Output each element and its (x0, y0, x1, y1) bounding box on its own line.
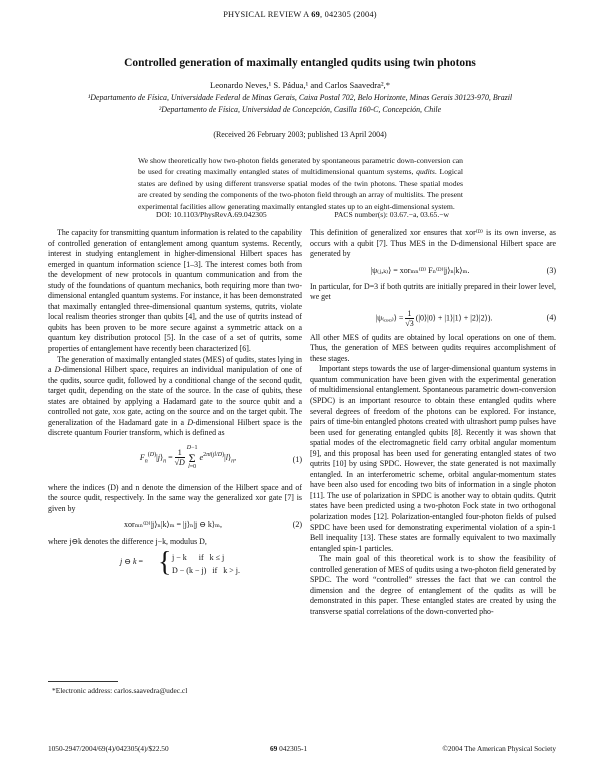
article-number: , 042305 (2004) (320, 10, 377, 19)
footer-issn: 1050-2947/2004/69(4)/042305(4)/$22.50 (48, 744, 169, 753)
affiliation-1: ¹Departamento de Física, Universidade Federal de Minas Gerais, Caixa Postal 702, Belo Horizonte, Minas Gerais 30123-970, Brazil (87, 93, 513, 102)
doi: DOI: 10.1103/PhysRevA.69.042305 (156, 210, 267, 219)
left-after-eq2: where j⊖k denotes the difference j−k, modulus D, (48, 536, 207, 546)
right-column (310, 228, 556, 618)
abstract-qudits: qudits (416, 167, 435, 177)
equation-1: $F_n^{(D)}|j⟩_n$ = $\frac{1}{√D}$ D−1 Σ l=0 $e^{2\pi i(jl/D)}|l⟩_n$, (1) (139, 444, 302, 470)
right-paragraph-4: Important steps towards the use of larger-dimensional quantum systems in quantum communication have been given with the experimental generation of multidimensional entanglement. Spontaneous parametric down-conversion (SPDC) is an important resource to obtain these entangled qudits where several degrees of freedom of the photons can be explored. For instance, pairs of time-bin entangled photons created with ultrashort pump pulses have been used for generating entangled qubits [8]. Recently it was shown that spatial modes of the electromagnetic field carry orbital angular momentum [9], and this proposal has been used for generating entangled states of two qutrits [10] by using SPDC. However, the state generated is not maximally entangled. In an interferometric scheme, orbital angular-momentum states have been also used for encoding two bits of information in a single photon [11]. The use of polarization in SPDC is another way to obtain qudits. Qutrit states have been predicted using a two-photon Fock state in two orthogonal polarization modes [12]. Polarization-entangled four-photon fields of pulsed SPDC have been used for demonstrating experimental violation of a spin-1 Bell inequality [13]. These states are formally equivalent to two maximally entangled spin-1 particles. (310, 364, 556, 553)
paper-title: Controlled generation of maximally entangled qudits using twin photons (124, 57, 476, 69)
equation-3-body: |ψ₍ⱼ,ₖ₎⟩ = xorₘₙ⁽ᴰ⁾ Fₙ⁽ᴰ⁾|j⟩ₙ|k⟩ₘ. (370, 265, 470, 275)
equation-2 (48, 515, 302, 537)
right-paragraph-3: All other MES of qudits are obtained by local operations on one of them. Thus, the generation of MES between qudits requires accomplishment of these stages. (310, 332, 556, 363)
left-column (48, 228, 302, 581)
received-dates: (Received 26 February 2003; published 13 April 2004) (213, 130, 387, 139)
footer-volume: 69 (270, 744, 278, 753)
dimension-symbol: D (54, 365, 61, 375)
equation-3-number: (3) (546, 265, 556, 275)
right-paragraph-5: The main goal of this theoretical work is to show the feasibility of controlled generation of MES of qudits using a two-photon field generated by SPDC. The word “controlled” stresses the fact that we can control the dimension and the degree of entanglement of the qudits as will be demonstrated in this paper. These entangled states are created by using the transverse spatial correlations of the down-converted pho- (310, 554, 556, 616)
pacs-numbers: PACS number(s): 03.67.−a, 03.65.−w (334, 210, 449, 219)
left-after-eq1: where the indices (D) and n denote the dimension of the Hilbert space and of the source qudit, respectively. In the same way the generalized xor gate [7] is given by (48, 482, 302, 514)
abstract-part-1: We show theoretically how two-photon fields generated by spontaneous parametric down-conversion can be used for creating maximally entangled states of multidimensional quantum systems, (138, 156, 463, 177)
equation-1-number: (1) (292, 454, 302, 464)
equation-3 (310, 260, 556, 282)
p2-part-b: -dimensional Hilbert space, requires an individual manipulation of one of the qudits, source qudit, followed by a conditional change of the second qudit, target qudit, depending on the state of the source. In the case of qubits, these states are obtained by applying a Hadamard gate to the source qubit and a controlled not gate, (48, 365, 302, 417)
p2-part-c: gate, acting on the source and on the target qubit. The generalization of the Hadamard gate in a (48, 407, 302, 427)
abstract-part-2: . Logical states are defined by using different transverse spatial modes of the twin photons. These spatial modes are created by sending the components of the two-photon field through an array of multislits. The present experimental facilities allow generating maximally entangled states up to an eight-dimensional system. (138, 167, 464, 211)
case-2: D − (k − j) if k > j. (172, 566, 240, 576)
left-paragraph-2 (48, 355, 302, 439)
p2-part-d: -dimensional Hilbert space is the discrete quantum Fourier transform, which is defined as (48, 417, 302, 438)
footnote-rule (48, 681, 118, 682)
equation-4-number: (4) (546, 312, 556, 322)
left-paragraph-1: The capacity for transmitting quantum information is related to the capability of controlled generation of entanglement among quantum systems. Recently, interest in studying entanglement in higher-dimensional Hilbert spaces has emerged in quantum information science [1–3]. The interest comes both from the development of new protocols in quantum communication and from the study of the foundations of quantum mechanics, both requiring more than two-dimensional entangled quantum systems. For instance, it has been demonstrated that maximally entangled three-dimensional quantum systems, qutrits, violate local realism theories stronger than qubits [4], and the use of qutrits instead of qubits has been proven to be more secure against a symmetric attack on a quantum key distribution protocol [5]. In the case of a set of qutrits, some properties of entanglement have recently been characterized [6]. (48, 228, 302, 354)
author-list: Leonardo Neves,¹ S. Pádua,¹ and Carlos Saavedra²,* (209, 80, 391, 90)
right-paragraph-2: In particular, for D=3 if both qutrits are initially prepared in their lower level, we get (310, 281, 556, 302)
affiliation-2: ²Departamento de Física, Universidad de Concepción, Casilla 160-C, Concepción, Chile (158, 105, 442, 114)
abstract (138, 155, 463, 212)
p2-part-a: The generation of maximally entangled states (MES) of qudits, states lying in a (48, 354, 302, 375)
footer-page (270, 744, 307, 753)
journal-name: PHYSICAL REVIEW A (223, 10, 309, 19)
journal-volume: 69 (311, 10, 321, 19)
footer-page-number: 042305-1 (277, 744, 308, 753)
dimension-symbol-2: D (187, 417, 194, 427)
modulus-cases: j ⊖ k = { j − k if k ≤ j D − (k − j) if k > j. (120, 547, 240, 579)
equation-2-body: xorₘₙ⁽ᴰ⁾|j⟩ₙ|k⟩ₘ = |j⟩ₙ|j ⊖ k⟩ₘ, (124, 519, 222, 529)
equation-4-left: |ψ₍₀,₀₎⟩ = (375, 313, 406, 323)
right-paragraph-1: This definition of generalized xor ensures that xor⁽ᴰ⁾ is its own inverse, as occurs with a qubit [7]. Thus MES in the D-dimensional Hilbert space are generated by (310, 228, 556, 259)
equation-2-number: (2) (292, 519, 302, 529)
running-header (0, 10, 600, 19)
equation-4: |ψ₍₀,₀₎⟩ = $\frac{1}{√3}$ (|0⟩|0⟩ + |1⟩|1⟩ + |2⟩|2⟩). (4) (375, 308, 556, 328)
footer-copyright: ©2004 The American Physical Society (442, 744, 556, 753)
xor-term: xor (112, 407, 126, 417)
case-1: j − k if k ≤ j (172, 553, 225, 563)
footnote: *Electronic address: carlos.saavedra@udec.cl (52, 686, 188, 695)
equation-4-right: (|0⟩|0⟩ + |1⟩|1⟩ + |2⟩|2⟩). (415, 313, 493, 323)
